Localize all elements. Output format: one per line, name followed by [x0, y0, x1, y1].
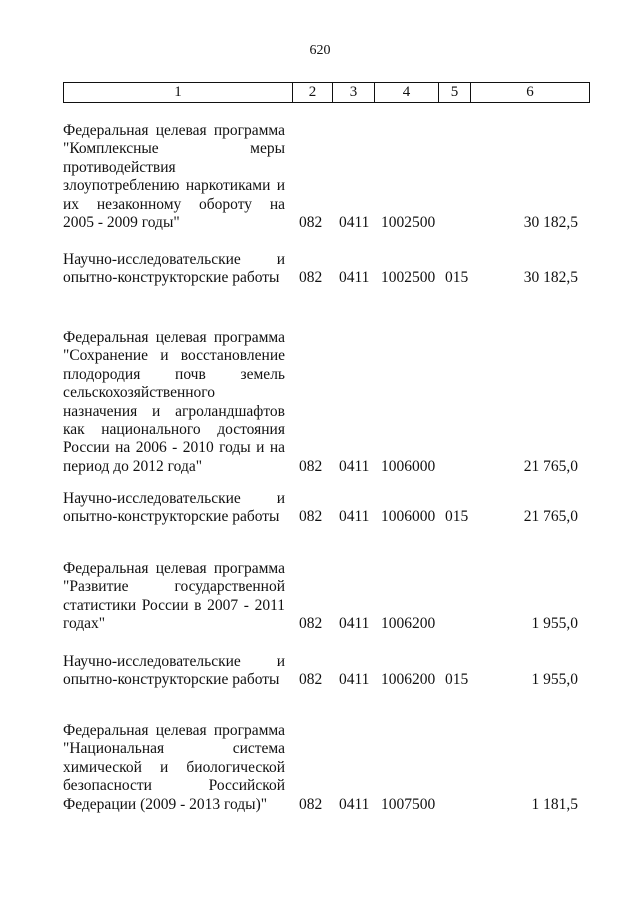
- row-description: [63, 329, 285, 476]
- target-article-code: 1006200: [381, 671, 436, 689]
- table-row: [0, 329, 640, 476]
- table-row: [0, 653, 640, 690]
- column-header-5: 5: [439, 83, 471, 103]
- column-header-4: 4: [375, 83, 439, 103]
- column-header-row: [64, 83, 590, 103]
- description-line: опытно-конструкторские работы: [63, 508, 280, 526]
- ministry-code: 082: [299, 795, 323, 813]
- page-number: 620: [309, 43, 331, 58]
- description-line: период до 2012 года": [63, 457, 203, 475]
- description-line: Научно-исследовательские и: [63, 251, 285, 268]
- section-code: 0411: [339, 671, 370, 689]
- description-line: злоупотреблению наркотиками и: [63, 177, 285, 195]
- table-row: [0, 251, 640, 288]
- description-line: назначения и агроландшафтов: [63, 402, 285, 420]
- description-line: годах": [63, 615, 106, 633]
- row-description: [63, 653, 285, 690]
- amount-value: 30 182,5: [523, 269, 578, 287]
- table-row: [0, 560, 640, 634]
- description-line: России на 2006 - 2010 годы и на: [63, 439, 285, 457]
- description-line: опытно-конструкторские работы: [63, 269, 280, 287]
- column-header-2: 2: [293, 83, 333, 103]
- description-line: химической и биологической: [63, 758, 285, 776]
- amount-value: 21 765,0: [523, 457, 578, 475]
- ministry-code: 082: [299, 671, 323, 689]
- amount-value: 30 182,5: [523, 213, 578, 231]
- expense-type-code: 015: [445, 508, 469, 526]
- row-description: [63, 490, 285, 527]
- target-article-code: 1006200: [381, 615, 436, 633]
- description-line: плодородия почв земель: [63, 365, 285, 383]
- column-header-1: 1: [64, 83, 293, 103]
- row-description: [63, 122, 285, 232]
- description-line: Федеральная целевая программа: [63, 122, 285, 139]
- row-description: [63, 560, 285, 634]
- description-line: 2005 - 2009 годы": [63, 214, 180, 232]
- column-header-3: 3: [333, 83, 375, 103]
- description-line: как национального достояния: [63, 421, 285, 439]
- amount-value: 1 955,0: [531, 671, 578, 689]
- target-article-code: 1007500: [381, 795, 436, 813]
- ministry-code: 082: [299, 457, 323, 475]
- description-line: "Развитие государственной: [63, 578, 285, 596]
- description-line: Научно-исследовательские и: [63, 653, 285, 670]
- description-line: опытно-конструкторские работы: [63, 671, 280, 689]
- target-article-code: 1006000: [381, 457, 436, 475]
- description-line: статистики России в 2007 - 2011: [63, 596, 285, 614]
- ministry-code: 082: [299, 615, 323, 633]
- section-code: 0411: [339, 615, 370, 633]
- amount-value: 1 181,5: [531, 795, 578, 813]
- table-row: [0, 490, 640, 527]
- description-line: Федеральная целевая программа: [63, 560, 285, 577]
- section-code: 0411: [339, 795, 370, 813]
- description-line: "Комплексные меры: [63, 140, 285, 158]
- amount-value: 1 955,0: [531, 615, 578, 633]
- description-line: их незаконному обороту на: [63, 195, 285, 213]
- description-line: Научно-исследовательские и: [63, 490, 285, 507]
- description-line: противодействия: [63, 158, 176, 176]
- ministry-code: 082: [299, 269, 323, 287]
- column-header-6: 6: [471, 83, 590, 103]
- description-line: Федерации (2009 - 2013 годы)": [63, 795, 268, 813]
- description-line: Федеральная целевая программа: [63, 329, 285, 346]
- ministry-code: 082: [299, 508, 323, 526]
- row-description: [63, 251, 285, 288]
- section-code: 0411: [339, 508, 370, 526]
- target-article-code: 1002500: [381, 269, 436, 287]
- description-line: безопасности Российской: [63, 777, 285, 795]
- column-header-table: [63, 82, 590, 103]
- row-description: [63, 722, 285, 814]
- description-line: Федеральная целевая программа: [63, 722, 285, 739]
- target-article-code: 1002500: [381, 213, 436, 231]
- table-row: [0, 722, 640, 814]
- description-line: "Национальная система: [63, 740, 285, 758]
- description-line: "Сохранение и восстановление: [63, 347, 285, 365]
- ministry-code: 082: [299, 213, 323, 231]
- table-row: [0, 122, 640, 232]
- expense-type-code: 015: [445, 671, 469, 689]
- expense-type-code: 015: [445, 269, 469, 287]
- section-code: 0411: [339, 269, 370, 287]
- section-code: 0411: [339, 457, 370, 475]
- section-code: 0411: [339, 213, 370, 231]
- amount-value: 21 765,0: [523, 508, 578, 526]
- description-line: сельскохозяйственного: [63, 384, 216, 402]
- target-article-code: 1006000: [381, 508, 436, 526]
